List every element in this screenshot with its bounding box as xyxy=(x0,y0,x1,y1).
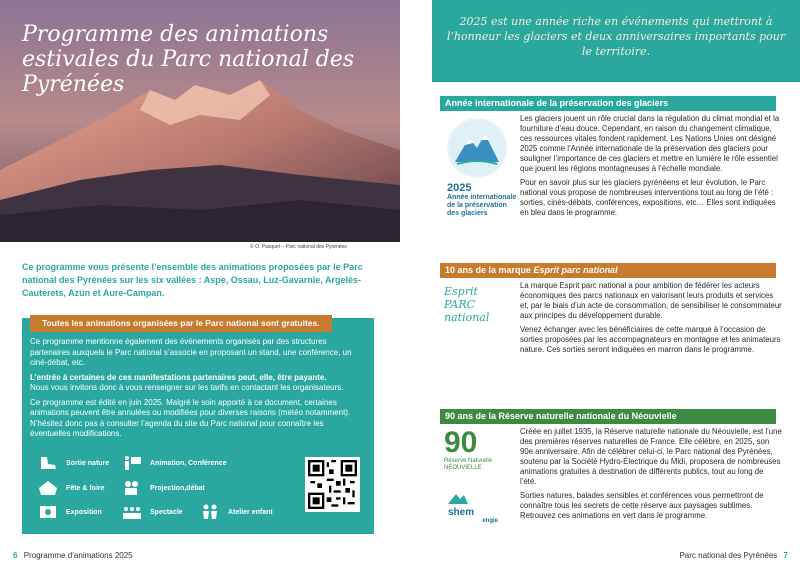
info-paragraph-2-bold: L’entrée à certaines de ces manifestations partenaires peut, elle, être payante. xyxy=(30,372,327,382)
shem-name: shem xyxy=(448,507,475,518)
glacier-mountain-icon xyxy=(447,118,507,178)
legend-label: Fête & foire xyxy=(66,484,105,492)
photo-credit: © O. Pasquet – Parc national des Pyrénées xyxy=(250,244,347,250)
esprit-parc-logo: Esprit PARC national xyxy=(444,285,490,324)
esprit-paragraph-2: Venez échanger avec les bénéficiaires de cette marque à l’occasion de sorties proposées par les accompagnateurs en montagne et les animateurs nature. Ces sorties seront indiquées en marron dans le programme. xyxy=(520,325,781,354)
legend-exposition xyxy=(38,504,102,520)
glaciers-paragraph-1: Les glaciers jouent un rôle crucial dans la régulation du climat mondial et la fourniture d’eau douce. Cependant, en raison du changement climatique, ces ressources vitales fondent rapidement. Les Nations Unies ont désigné 2025 comme l’Année internationale de la préservation des glaciers pour souligner l’importance de ces glaciers et mettre en lumière le rôle essentiel que jouent les régions montagneuses à l’échelle mondiale. xyxy=(520,114,780,173)
legend-label: Animation, Conférence xyxy=(150,459,227,467)
page-number-right: 7 xyxy=(783,551,788,560)
glacier-logo xyxy=(447,118,507,178)
legend-label: Spectacle xyxy=(150,508,183,516)
film-camera-icon xyxy=(122,480,142,496)
section-glaciers-text xyxy=(520,114,782,222)
glacier-caption xyxy=(447,182,517,218)
footer-right xyxy=(679,551,788,560)
esprit-paragraph-1: La marque Esprit parc national a pour ambition de fédérer les acteurs économiques des parcs nationaux en valorisant leurs produits et services et, par le biais d’un acte de consommation, de sensibiliser le consommateur aux principes du développement durable. xyxy=(520,281,782,320)
free-banner: Toutes les animations organisées par le Parc national sont gratuites. xyxy=(30,315,332,332)
neouvielle-number: 90 xyxy=(444,426,478,459)
legend-fete-foire xyxy=(38,480,105,496)
legend-projection-debat xyxy=(122,480,205,496)
glacier-year: 2025 xyxy=(447,182,472,194)
section-neouvielle-heading: 90 ans de la Réserve naturelle nationale du Néouvielle xyxy=(440,409,776,424)
glaciers-paragraph-2: Pour en savoir plus sur les glaciers pyrénéens et leur évolution, le Parc national vous propose de nombreuses interventions tout au long de l’été : sorties, cinés-débats, conférences, expositions, etc… Elles sont indiquées en bleu dans le programme. xyxy=(520,178,776,217)
legend-sortie-nature xyxy=(38,455,109,471)
shem-logo xyxy=(448,492,498,522)
glacier-caption-text: Année internationale de la préservation des glaciers xyxy=(447,194,517,217)
qr-code-image xyxy=(308,460,357,509)
audience-icon xyxy=(122,504,142,520)
festival-tent-icon xyxy=(38,480,58,496)
legend-label: Atelier enfant xyxy=(228,508,273,516)
footer-right-text: Parc national des Pyrénées xyxy=(679,551,778,560)
section-neouvielle-text xyxy=(520,427,782,525)
page-number-left: 6 xyxy=(13,551,18,560)
info-text xyxy=(30,337,365,444)
legend-label: Exposition xyxy=(66,508,102,516)
neouvielle-text: Réserve Naturelle NÉOUVIELLE xyxy=(444,458,493,471)
legend-label: Projection,débat xyxy=(150,484,205,492)
presentation-icon xyxy=(122,455,142,471)
qr-code[interactable] xyxy=(305,457,360,512)
esprit-heading-prefix: 10 ans de la marque xyxy=(445,265,534,275)
legend-spectacle xyxy=(122,504,183,520)
section-esprit-heading xyxy=(440,263,776,278)
shem-mountain-icon xyxy=(448,492,468,504)
legend-atelier-enfant xyxy=(200,504,273,520)
picture-frame-icon xyxy=(38,504,58,520)
info-paragraph-1: Ce programme mentionne également des événements organisés par des structures partenaires auxquels le Parc national s’associe en proposant un stand, une conférence, un ciné-débat, etc. xyxy=(30,337,352,367)
section-esprit-text xyxy=(520,281,782,359)
legend-animation-conference xyxy=(122,455,227,471)
page-title: Programme des animations estivales du Parc national des Pyrénées xyxy=(22,22,355,97)
intro-text: Ce programme vous présente l’ensemble des animations proposées par le Parc national des Pyrénées sur les six vallées : Aspe, Ossau, Luz-Gavarnie, Argelès-Cauterets, Azun et Aure-Campan. xyxy=(22,262,363,298)
info-paragraph-3: Ce programme est édité en juin 2025. Malgré le soin apporté à ce document, certaines animations peuvent être annulées ou modifiées pour diverses raisons (météo notamment). N’hésitez donc pas à consulter l’agenda du site du Parc national pour connaître les éventuelles modifications. xyxy=(30,397,351,438)
info-paragraph-2 xyxy=(30,373,365,394)
neouvielle-paragraph-2: Sorties natures, balades sensibles et conférences vous permettront de connaître tous les secrets de cette réserve aux paysages sublimes. Retrouvez ces animations en vert dans le programme. xyxy=(520,491,764,520)
section-glaciers-heading: Année internationale de la préservation des glaciers xyxy=(440,96,776,111)
hiking-boot-icon xyxy=(38,455,58,471)
top-quote: 2025 est une année riche en événements qui mettront à l’honneur les glaciers et deux anniversaires importants pour le territoire. xyxy=(446,15,786,58)
neouvielle-logo xyxy=(444,428,514,478)
footer-left-text: Programme d’animations 2025 xyxy=(23,551,133,560)
esprit-heading-italic: Esprit parc national xyxy=(533,265,618,275)
info-paragraph-2-rest: Nous vous invitons donc à vous renseigner sur les tarifs en contactant les organisateurs. xyxy=(30,383,344,392)
children-icon xyxy=(200,504,220,520)
neouvielle-paragraph-1: Créée en juillet 1935, la Réserve naturelle nationale du Néouvielle, est l’une des premières réserves naturelles de France. Elle célèbre, en 2025, son 90e anniversaire. Afin de célébrer celui-ci, le Parc national des Pyrénées, soutenu par la Société Hydro-Électrique du Midi, proposera de nombreuses animations gratuites à destination de différents publics, tout au long de l’été. xyxy=(520,427,782,486)
footer-left xyxy=(13,551,133,560)
legend-label: Sortie nature xyxy=(66,459,110,467)
engie-name: engie xyxy=(482,518,498,524)
